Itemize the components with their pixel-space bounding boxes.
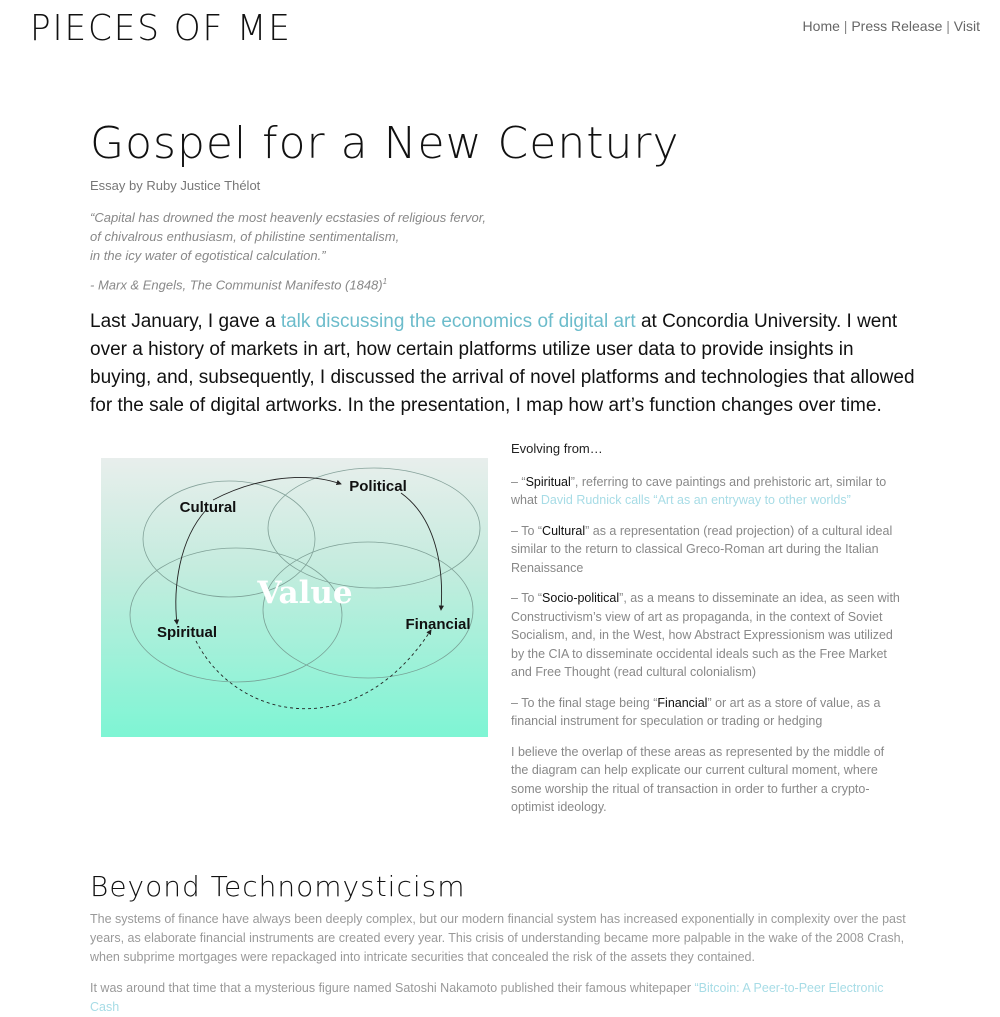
page-title: Gospel for a New Century xyxy=(90,118,680,169)
diagram-label-political: Political xyxy=(349,478,407,495)
arrow-cultural-to-spiritual xyxy=(176,510,206,624)
quote-source-text: - Marx & Engels, The Communist Manifesto (1848) xyxy=(90,277,383,293)
value-diagram xyxy=(101,458,488,737)
site-logo[interactable]: PIECES OF ME xyxy=(30,8,292,49)
item-term: Cultural xyxy=(542,523,586,538)
item-term: Spiritual xyxy=(525,474,571,489)
evolving-item-socio-political xyxy=(511,589,901,682)
section-heading: Beyond Technomysticism xyxy=(90,870,466,903)
item-prefix: – To “ xyxy=(511,523,543,538)
lead-paragraph xyxy=(90,308,920,420)
item-text: ”, as a means to disseminate an idea, as seen with Constructivism’s view of art as propaganda, in the context of Soviet Socialism, and, in the West, how Abstract Expressionism was utilized by the CIA to disseminate occidental ideals such as the Free Market and Free Thought (read cultural colonialism) xyxy=(511,591,900,679)
diagram-label-spiritual: Spiritual xyxy=(156,624,218,641)
diagram-center-label: Value xyxy=(257,575,353,611)
nav-home-link[interactable]: Home xyxy=(802,18,840,34)
evolving-item-spiritual xyxy=(511,473,901,510)
top-nav xyxy=(803,18,980,34)
arrow-spiritual-to-financial xyxy=(196,630,431,709)
section-paragraph xyxy=(90,979,910,1017)
evolving-heading: Evolving from… xyxy=(511,441,603,456)
talk-link[interactable]: talk discussing the economics of digital art xyxy=(280,311,636,332)
lead-text: Last January, I gave a xyxy=(90,311,281,332)
section-paragraph: The systems of finance have always been deeply complex, but our modern financial system has increased exponentially in complexity over the past years, as elaborate financial instruments are created every year. This crisis of understanding became more palpable in the wake of the 2008 Crash, when subprime mortgages were repackaged into intricate securities that concealed the risk of the assets they contained. xyxy=(90,912,906,964)
item-term: Financial xyxy=(657,695,708,710)
rudnick-link[interactable]: David Rudnick calls “Art as an entryway to other worlds” xyxy=(540,493,851,507)
venn-ellipse-spiritual xyxy=(130,548,342,682)
bitcoin-whitepaper-link[interactable]: “Bitcoin: A Peer-to-Peer Electronic Cash xyxy=(90,981,884,1014)
item-text: ”, referring to cave paintings and prehistoric art, similar to what xyxy=(511,474,887,507)
diagram-label-financial: Financial xyxy=(405,616,471,633)
nav-visit-link[interactable]: Visit xyxy=(953,18,980,34)
quote-source xyxy=(90,277,387,292)
evolving-column xyxy=(511,440,901,829)
item-term: Socio-political xyxy=(542,591,620,605)
diagram-label-cultural: Cultural xyxy=(179,499,237,516)
evolving-item-cultural xyxy=(511,522,901,578)
quote-line: in the icy water of egotistical calculation.” xyxy=(90,248,326,263)
item-prefix: – “ xyxy=(511,474,526,489)
epigraph-quote xyxy=(90,208,486,265)
item-text: ” as a representation (read projection) of a cultural ideal similar to the return to classical Greco-Roman art during the Italian Renaissance xyxy=(511,523,893,575)
quote-line: “Capital has drowned the most heavenly ecstasies of religious fervor, xyxy=(90,210,486,225)
footnote-marker[interactable]: 1 xyxy=(382,277,388,286)
evolving-closing: I believe the overlap of these areas as represented by the middle of the diagram can help explicate our current cultural moment, where some worship the ritual of transaction in order to further a crypto-optimist ideology. xyxy=(511,744,885,814)
quote-line: of chivalrous enthusiasm, of philistine sentimentalism, xyxy=(90,229,400,244)
item-text: ” or art as a store of value, as a financial instrument for speculation or trading or hedging xyxy=(511,695,881,728)
item-prefix: – To the final stage being “ xyxy=(511,695,658,710)
lead-text: at Concordia University. I went over a history of markets in art, how certain platforms utilize user data to provide insights in buying, and, subsequently, I discussed the arrival of novel platforms and technologies that allowed for the sale of digital artworks. In the presentation, I map how art’s function changes over time. xyxy=(90,311,915,416)
evolving-item-financial xyxy=(511,694,901,731)
byline: Essay by Ruby Justice Thélot xyxy=(90,178,261,193)
nav-press-release-link[interactable]: Press Release xyxy=(851,18,943,34)
item-prefix: – To “ xyxy=(511,591,543,605)
nav-separator: | xyxy=(942,18,954,34)
nav-separator: | xyxy=(839,18,852,34)
venn-diagram-svg xyxy=(101,458,488,737)
paragraph-text: It was around that time that a mysterious figure named Satoshi Nakamoto published their famous whitepaper xyxy=(90,981,695,995)
